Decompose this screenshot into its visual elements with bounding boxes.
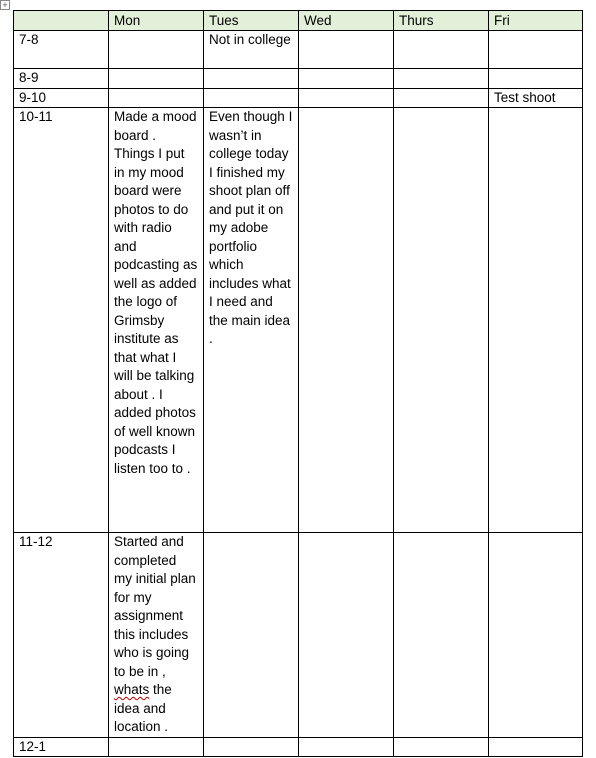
time-cell[interactable]: 7-8 xyxy=(14,31,109,69)
misspelled-word[interactable]: whats xyxy=(114,682,150,697)
fri-cell[interactable] xyxy=(489,108,583,533)
tue-cell[interactable] xyxy=(204,737,299,757)
thu-cell[interactable] xyxy=(394,737,489,757)
tue-cell[interactable] xyxy=(204,88,299,108)
fri-cell[interactable] xyxy=(489,533,583,738)
wed-cell[interactable] xyxy=(299,88,394,108)
header-thurs[interactable]: Thurs xyxy=(394,11,489,31)
table-move-handle-icon[interactable]: + xyxy=(0,0,10,10)
table-row xyxy=(14,88,583,108)
header-tues[interactable]: Tues xyxy=(204,11,299,31)
fri-cell[interactable]: Test shoot xyxy=(489,88,583,108)
mon-cell[interactable] xyxy=(109,533,204,738)
time-cell[interactable]: 9-10 xyxy=(14,88,109,108)
wed-cell[interactable] xyxy=(299,108,394,533)
fri-cell[interactable] xyxy=(489,31,583,69)
header-wed[interactable]: Wed xyxy=(299,11,394,31)
thu-cell[interactable] xyxy=(394,69,489,89)
mon-cell[interactable] xyxy=(109,69,204,89)
header-fri[interactable]: Fri xyxy=(489,11,583,31)
weekly-timetable xyxy=(13,10,583,757)
thu-cell[interactable] xyxy=(394,108,489,533)
mon-cell[interactable] xyxy=(109,31,204,69)
wed-cell[interactable] xyxy=(299,69,394,89)
fri-cell[interactable] xyxy=(489,737,583,757)
table-row xyxy=(14,108,583,533)
mon-text-before: Started and completed my initial plan for my assignment this includes who is going to be in , xyxy=(114,534,196,679)
tue-cell[interactable] xyxy=(204,69,299,89)
mon-text-after: the idea and location . xyxy=(114,682,172,734)
tue-cell[interactable]: Not in college xyxy=(204,31,299,69)
mon-cell[interactable] xyxy=(109,88,204,108)
time-cell[interactable]: 11-12 xyxy=(14,533,109,738)
wed-cell[interactable] xyxy=(299,737,394,757)
table-row xyxy=(14,737,583,757)
fri-cell[interactable] xyxy=(489,69,583,89)
time-cell[interactable]: 8-9 xyxy=(14,69,109,89)
time-cell[interactable]: 10-11 xyxy=(14,108,109,533)
mon-cell[interactable] xyxy=(109,737,204,757)
mon-cell[interactable]: Made a mood board . Things I put in my mood board were photos to do with radio and podcasting as well as added the logo of Grimsby institute as that what I will be talking about . I added photos of well known podcasts I listen too to . xyxy=(109,108,204,533)
header-row xyxy=(14,11,583,31)
table-row xyxy=(14,533,583,738)
wed-cell[interactable] xyxy=(299,31,394,69)
header-mon[interactable]: Mon xyxy=(109,11,204,31)
table-row xyxy=(14,69,583,89)
wed-cell[interactable] xyxy=(299,533,394,738)
header-blank-cell[interactable] xyxy=(14,11,109,31)
tue-cell[interactable] xyxy=(204,533,299,738)
table-row xyxy=(14,31,583,69)
tue-cell[interactable]: Even though I wasn’t in college today I finished my shoot plan off and put it on my adobe portfolio which includes what I need and the main idea . xyxy=(204,108,299,533)
thu-cell[interactable] xyxy=(394,88,489,108)
time-cell[interactable]: 12-1 xyxy=(14,737,109,757)
thu-cell[interactable] xyxy=(394,31,489,69)
thu-cell[interactable] xyxy=(394,533,489,738)
